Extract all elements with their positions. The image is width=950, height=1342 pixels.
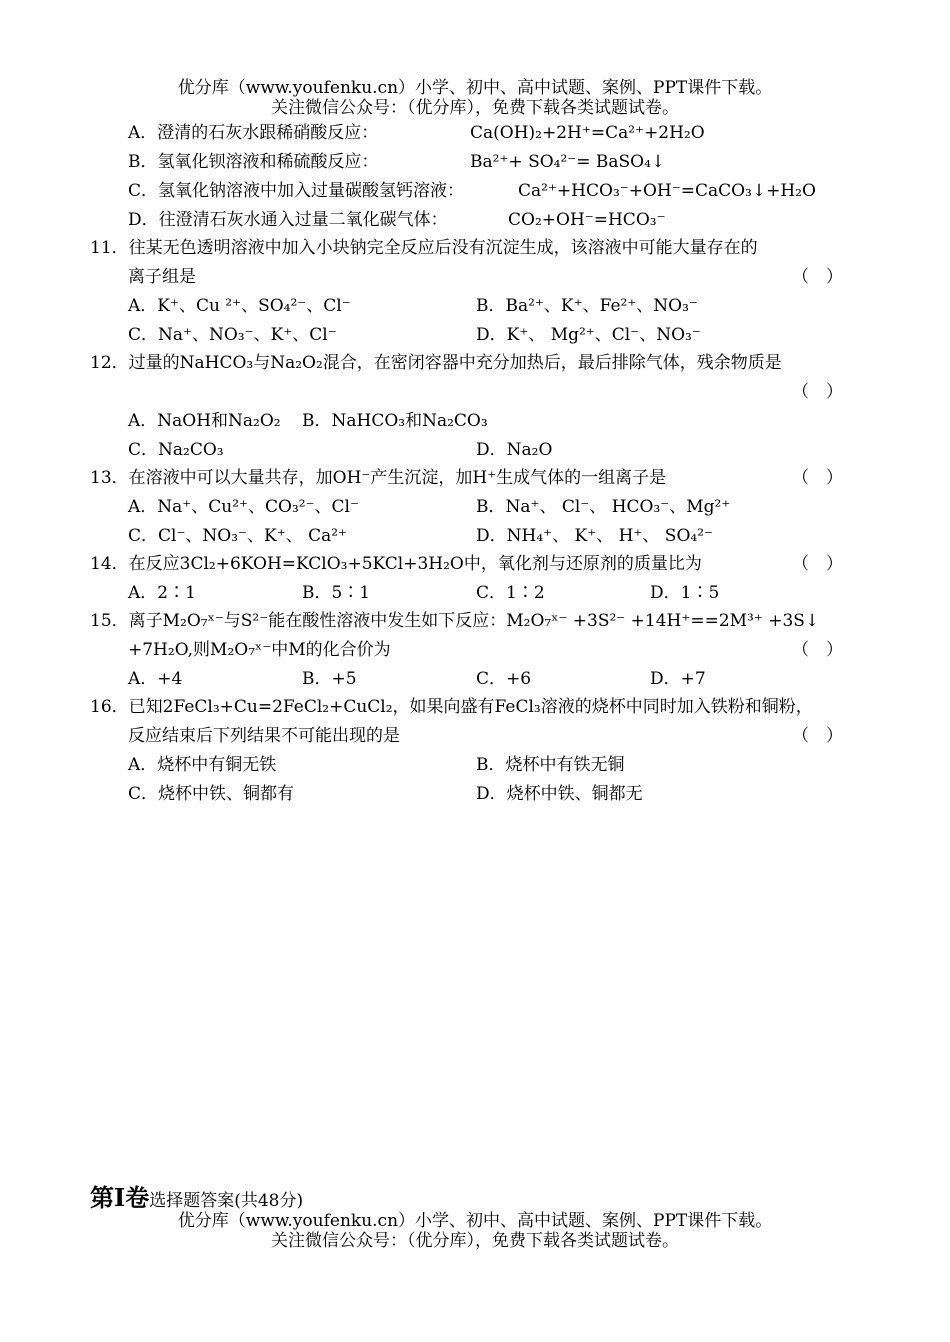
q12-answer-paren: （ ） xyxy=(792,382,843,402)
q16-option-b: B．烧杯中有铁无铜 xyxy=(476,755,625,775)
q10-option-c-equation: Ca²⁺+HCO₃⁻+OH⁻=CaCO₃↓+H₂O xyxy=(518,181,816,201)
q16-option-d: D．烧杯中铁、铜都无 xyxy=(476,784,643,804)
q14-option-c: C．1∶2 xyxy=(476,583,545,603)
q12-option-a: A．NaOH和Na₂O₂ xyxy=(128,411,281,431)
q13-option-c: C．Cl⁻、NO₃⁻、K⁺、 Ca²⁺ xyxy=(128,526,348,546)
footer-line-2: 关注微信公众号：（优分库），免费下载各类试题试卷。 xyxy=(271,1231,679,1251)
q15-option-d: D．+7 xyxy=(650,669,706,689)
q12-option-c: C．Na₂CO₃ xyxy=(128,440,224,460)
q11-option-a: A．K⁺、Cu ²⁺、SO₄²⁻、Cl⁻ xyxy=(128,296,351,316)
q15-stem-line-2: +7H₂O,则M₂O₇ˣ⁻中M的化合价为 xyxy=(128,640,391,660)
q16-stem-line-1: 16．已知2FeCl₃+Cu=2FeCl₂+CuCl₂，如果向盛有FeCl₃溶液的烧杯中同时加入铁粉和铜粉， xyxy=(90,697,813,717)
header-line-2: 关注微信公众号：（优分库），免费下载各类试题试卷。 xyxy=(271,98,679,118)
q11-option-b: B．Ba²⁺、K⁺、Fe²⁺、NO₃⁻ xyxy=(476,296,698,316)
q13-stem: 13．在溶液中可以大量共存，加OH⁻产生沉淀，加H⁺生成气体的一组离子是 xyxy=(90,468,667,488)
q13-option-a: A．Na⁺、Cu²⁺、CO₃²⁻、Cl⁻ xyxy=(128,497,359,517)
q16-answer-paren: （ ） xyxy=(792,726,843,746)
q12-stem: 12．过量的NaHCO₃与Na₂O₂混合，在密闭容器中充分加热后，最后排除气体，残余物质是 xyxy=(90,353,782,373)
q16-stem-line-2: 反应结束后下列结果不可能出现的是 xyxy=(128,726,400,746)
q10-option-c-label: C．氢氧化钠溶液中加入过量碳酸氢钙溶液： xyxy=(128,181,465,201)
q14-answer-paren: （ ） xyxy=(792,554,843,574)
q11-option-c: C．Na⁺、NO₃⁻、K⁺、Cl⁻ xyxy=(128,325,337,345)
q16-option-c: C．烧杯中铁、铜都有 xyxy=(128,784,295,804)
q12-option-b: B．NaHCO₃和Na₂CO₃ xyxy=(302,411,488,431)
section-title-volume: 第Ⅰ卷 xyxy=(90,1183,150,1212)
q10-option-d-label: D．往澄清石灰水通入过量二氧化碳气体： xyxy=(128,210,448,230)
header-line-1: 优分库（www.youfenku.cn）小学、初中、高中试题、案例、PPT课件下载。 xyxy=(177,78,773,98)
q10-option-d-equation: CO₂+OH⁻=HCO₃⁻ xyxy=(508,210,666,230)
q13-answer-paren: （ ） xyxy=(792,468,843,488)
footer-line-1: 优分库（www.youfenku.cn）小学、初中、高中试题、案例、PPT课件下载。 xyxy=(177,1211,773,1231)
q14-option-a: A．2∶1 xyxy=(128,583,196,603)
q11-stem-line-2: 离子组是 xyxy=(128,267,196,287)
q10-option-b-equation: Ba²⁺+ SO₄²⁻= BaSO₄↓ xyxy=(470,152,666,172)
q10-option-b-label: B．氢氧化钡溶液和稀硫酸反应： xyxy=(128,152,379,172)
q14-option-d: D．1∶5 xyxy=(650,583,720,603)
q11-option-d: D．K⁺、 Mg²⁺、Cl⁻、NO₃⁻ xyxy=(476,325,701,345)
q15-option-c: C．+6 xyxy=(476,669,532,689)
q13-option-b: B．Na⁺、 Cl⁻、 HCO₃⁻、Mg²⁺ xyxy=(476,497,731,517)
q14-stem: 14．在反应3Cl₂+6KOH=KClO₃+5KCl+3H₂O中，氧化剂与还原剂的质量比为 xyxy=(90,554,702,574)
q11-stem-line-1: 11．往某无色透明溶液中加入小块钠完全反应后没有沉淀生成，该溶液中可能大量存在的 xyxy=(90,238,758,258)
q15-option-b: B．+5 xyxy=(302,669,357,689)
q11-answer-paren: （ ） xyxy=(792,267,843,287)
section-title-text: 选择题答案(共48分) xyxy=(149,1191,304,1211)
q15-answer-paren: （ ） xyxy=(792,640,843,660)
q15-stem-line-1: 15．离子M₂O₇ˣ⁻与S²⁻能在酸性溶液中发生如下反应：M₂O₇ˣ⁻ +3S²⁻ +14H⁺==2M³⁺ +3S↓ xyxy=(90,611,820,631)
q16-option-a: A．烧杯中有铜无铁 xyxy=(128,755,277,775)
q15-option-a: A．+4 xyxy=(128,669,183,689)
q13-option-d: D．NH₄⁺、 K⁺、 H⁺、 SO₄²⁻ xyxy=(476,526,713,546)
q12-option-d: D．Na₂O xyxy=(476,440,553,460)
q14-option-b: B．5∶1 xyxy=(302,583,371,603)
q10-option-a-equation: Ca(OH)₂+2H⁺=Ca²⁺+2H₂O xyxy=(470,123,705,143)
q10-option-a-label: A．澄清的石灰水跟稀硝酸反应： xyxy=(128,123,379,143)
